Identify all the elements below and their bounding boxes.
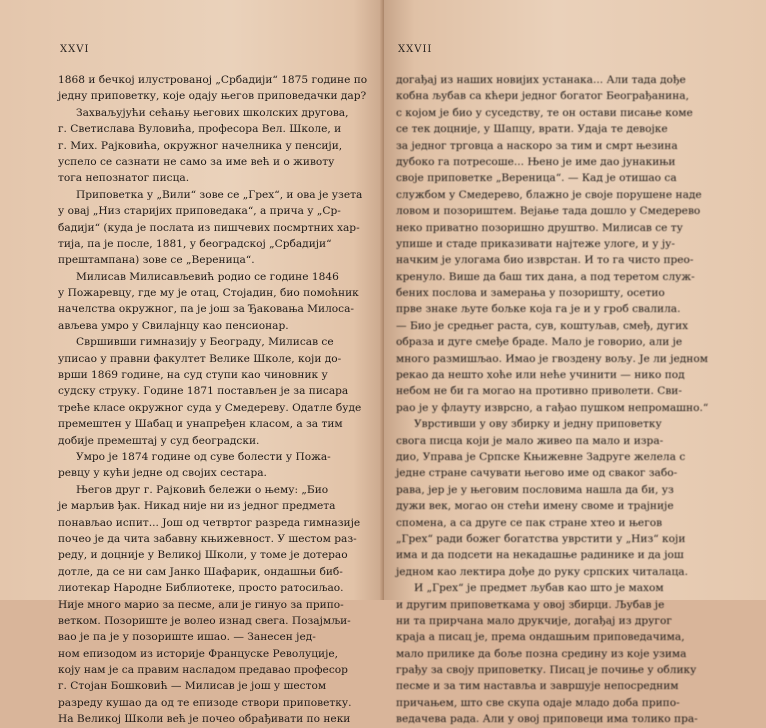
text-line: тија, па је после, 1881, у београдској „Србадији“ [58, 237, 332, 250]
text-line: краја а писац је, према ондашњим приповедачима, [396, 631, 685, 644]
text-line: коју нам је са правим насладом предавао професор [58, 664, 348, 677]
text-line: „Грех“ ради божег богатства уврстити у „Низ“ који [396, 532, 686, 545]
text-line: реду, и доцније у Великој Школи, у томе је дотерао [58, 549, 348, 562]
text-line: г. Мих. Рајковића, окружног начелника у пенсији, [58, 139, 343, 152]
text-line: ведачева рада. Али у овој приповеци има толико пра- [396, 713, 698, 726]
text-line: мало прилике да боље позна средину из које узима [396, 647, 687, 660]
text-line: дужи век, могао он стећи имену своме и трајније [396, 500, 674, 513]
text-line: има и да подсети на некадашње радинике и да још [396, 549, 684, 562]
text-line: грађу за своју приповетку. Писац је почиње у облику [396, 664, 697, 677]
text-line: много размишљао. Имао је гвоздену вољу. Је ли једном [396, 352, 708, 365]
text-line: рао је у флауту изврсно, а гађао пушком непромашно.“ [396, 401, 709, 414]
text-line: за једног трговца а наскоро за тим и смрт њезина [396, 139, 678, 152]
text-line: тога непознатог писца. [58, 172, 190, 185]
text-line: рекао да нешто хоће или неће учинити — нико под [396, 369, 685, 382]
text-line: Приповетка у „Вили“ зове се „Грех“, и ова је узета [76, 188, 363, 201]
text-line: понављао испит... Још од четвртог разреда гимназије [58, 516, 361, 529]
text-line: добије премештај у суд београдски. [58, 434, 260, 447]
text-line: се тек доцније, у Шапцу, врати. Удаја те девојке [396, 123, 668, 136]
text-line: На Великој Школи већ је почео обрађивати по неки [58, 713, 351, 726]
text-line: — Био је средњег раста, сув, коштуљав, смеђ, дугих [396, 319, 689, 332]
text-line: неко приватно позоришно друштво. Милисав се ту [396, 221, 683, 234]
right-page [384, 0, 766, 726]
text-line: начким је улогама био изврстан. И то га чисто прео- [396, 254, 694, 267]
text-line: Његов друг г. Рајковић бележи о њему: „Био [76, 483, 329, 496]
text-line: образа и дуге смеђе браде. Мало је говорио, али је [396, 336, 683, 349]
text-line: с којом је био у суседству, те он остави писање коме [396, 106, 693, 119]
text-line: службом у Смедерево, блажно је своје порушене наде [396, 188, 702, 201]
text-line: Умро је 1874 године од суве болести у Пожа- [76, 450, 331, 463]
text-line: свога писца који је мало живео па мало и изра- [396, 434, 664, 447]
text-line: треће класе окружног суда у Смедереву. Одатле буде [58, 401, 362, 414]
text-line: ављева умро у Свилајнцу као пенсионар. [58, 319, 289, 332]
page-number-left: XXVI [60, 44, 90, 55]
text-line: ловом и позориштем. Вејање тада дошло у Смедерево [396, 205, 701, 218]
right-page-text [396, 72, 709, 728]
text-line: дотле, да се ни сам Јанко Шафарик, ондашњи биб- [58, 565, 343, 578]
text-line: 1868 и бечкој илустрованој „Србадији“ 1875 године по [58, 74, 368, 86]
text-line: и другим приповеткама у овој збирци. Љубав је [396, 598, 665, 611]
text-line: бадији“ (куда је послата из пишчевих посмртних хар- [58, 221, 360, 234]
text-line: уписао у правни факултет Велике Школе, који до- [58, 352, 342, 365]
text-line: почео је да чита забавну књижевност. У шестом раз- [58, 532, 357, 545]
text-line: вао је па је у позориште ишао. — Занесен јед- [58, 631, 316, 644]
text-line: у Пожаревцу, где му је отац, Стојадин, био помоћник [58, 287, 359, 300]
text-line: догађај из наших новијих устанака... Али тада дође [396, 74, 686, 86]
text-line: И „Грех“ је предмет љубав као што је махом [414, 582, 664, 595]
text-line: разреду кушао да од те епизоде створи приповетку. [58, 696, 352, 709]
text-line: кобна љубав са кћери једног богатог Београђанина, [396, 90, 689, 103]
text-line: премештен у Шабац и унапређен класом, а за тим [58, 418, 343, 431]
text-line: г. Светислава Вуловића, професора Вел. Школе, и [58, 123, 342, 136]
text-line: једном као лектира дође до руку српских читалаца. [396, 565, 688, 578]
text-line: ни та прирчана мало друкчије, догађај из другог [396, 614, 672, 627]
text-line: ном епизодом из историје Француске Револуције, [58, 647, 338, 660]
text-line: Захваљујући сећању његових школских другова, [76, 106, 349, 119]
text-line: једну приповетку, које одају његов приповедачки дар? [58, 90, 367, 103]
text-line: упише и стаде приказивати најтеже улоге, и у ју- [396, 237, 675, 250]
text-line: судску струку. Године 1871 постављен је за писара [58, 385, 349, 398]
text-line: г. Стојан Бошковић — Милисав је још у шестом [58, 680, 327, 693]
text-line: спомена, а са друге се пак стране хтео и његов [396, 516, 663, 529]
text-line: дио, Управа је Српске Књижевне Задруге желела с [396, 450, 686, 463]
text-line: Није много марио за песме, али је гинуо за припо- [58, 598, 344, 611]
text-line: причањем, што све скупа одаје младо доба припо- [396, 696, 680, 709]
text-line: успело се сазнати не само за име већ и о животу [58, 155, 335, 168]
text-line: Милисав Милисављевић родио се године 1846 [76, 270, 339, 283]
left-page-text [58, 72, 368, 728]
text-line: ветком. Позориште је волео изнад свега. Позајмљи- [58, 614, 351, 627]
text-line: Уврстивши у ову збирку и једну приповетку [414, 418, 662, 431]
text-line: лиотекар Народне Библиотеке, просто ратосиљао. [58, 582, 344, 595]
text-line: је марљив ђак. Никад није ни из једног предмета [58, 500, 336, 513]
text-line: у овај „Низ старијих приповедака“, а прича у „Ср- [58, 205, 341, 218]
text-line: ревцу у кући једне од својих сестара. [58, 467, 267, 480]
page-number-right: XXVII [398, 44, 433, 55]
text-line: прве знаке љуте бољке која га је и у гроб свалила. [396, 303, 681, 316]
text-line: песме и за тим наставља и завршује непосредним [396, 680, 679, 693]
text-line: начелства окружног, па је још за Ђаковања Милоса- [58, 303, 355, 316]
text-line: рава, јер је у његовим пословима нашла да би, уз [396, 483, 674, 496]
text-line: Свршивши гимназију у Београду, Милисав се [76, 336, 334, 349]
text-line: дубоко га потресоше... Њено је име дао јунакињи [396, 155, 676, 168]
text-line: небом не би га могао на противно приволети. Сви- [396, 385, 682, 398]
text-line: бених послова и замерања у позоришту, осетио [396, 287, 665, 300]
text-line: прештампана) зове се „Вереница“. [58, 254, 255, 267]
text-line: кренуло. Више да баш тих дана, а под теретом служ- [396, 270, 695, 283]
text-line: једне стране сачувати његово име од сваког забо- [396, 467, 678, 480]
text-line: своје приповетке „Вереница“. — Кад је отишао са [396, 172, 677, 185]
text-line: врши 1869 године, на суд ступи као чиновник у [58, 369, 328, 382]
left-page [0, 0, 384, 726]
